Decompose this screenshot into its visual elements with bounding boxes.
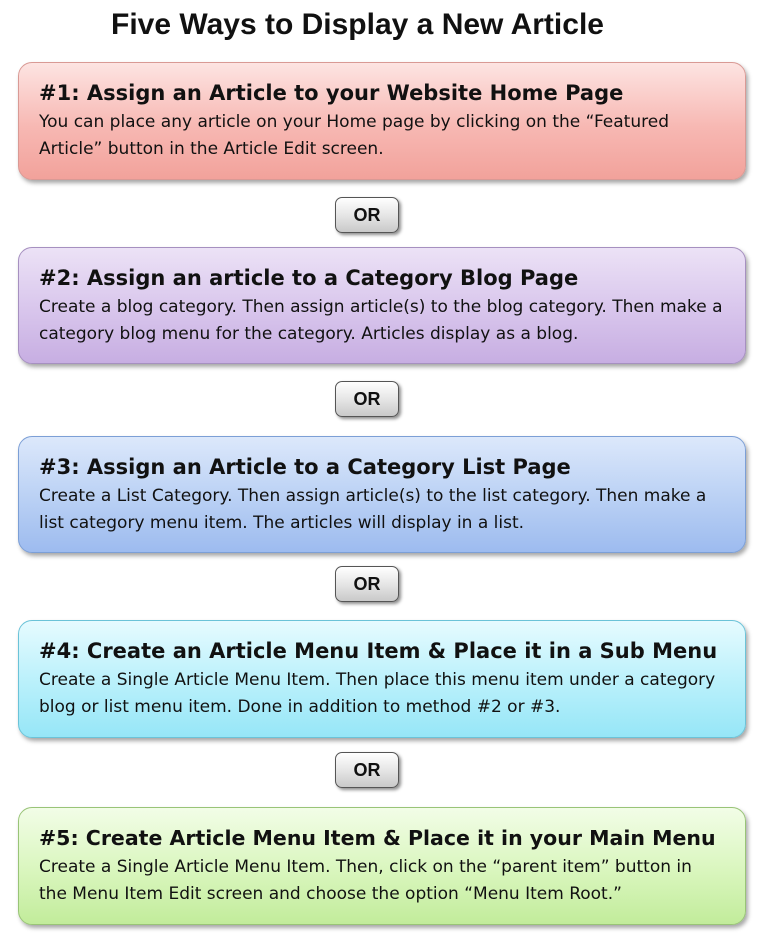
or-separator-2: OR — [335, 381, 399, 417]
or-separator-1: OR — [335, 197, 399, 233]
or-separator-3: OR — [335, 566, 399, 602]
method-3-description: Create a List Category. Then assign article(s) to the list category. Then make a list category menu item. The articles will display in a list. — [39, 486, 707, 533]
method-2-description: Create a blog category. Then assign article(s) to the blog category. Then make a category blog menu for the category. Articles display as a blog. — [39, 297, 723, 344]
method-1-description: You can place any article on your Home page by clicking on the “Featured Article” button in the Article Edit screen. — [39, 112, 669, 159]
method-1-box — [18, 62, 746, 180]
method-2-title: #2: Assign an article to a Category Blog Page — [39, 266, 579, 290]
method-3-box — [18, 436, 746, 553]
method-4-description: Create a Single Article Menu Item. Then place this menu item under a category blog or list menu item. Done in addition to method #2 or #3. — [39, 670, 716, 717]
method-5-box — [18, 807, 746, 925]
method-4-box — [18, 620, 746, 738]
page-title: Five Ways to Display a New Article — [111, 8, 604, 41]
method-5-description: Create a Single Article Menu Item. Then, click on the “parent item” button in the Menu Item Edit screen and choose the option “Menu Item Root.” — [39, 857, 692, 904]
method-3-title: #3: Assign an Article to a Category List Page — [39, 455, 571, 479]
method-4-title: #4: Create an Article Menu Item & Place it in a Sub Menu — [39, 639, 718, 663]
method-2-box — [18, 247, 746, 364]
or-separator-4: OR — [335, 752, 399, 788]
method-1-title: #1: Assign an Article to your Website Home Page — [39, 81, 624, 105]
method-5-title: #5: Create Article Menu Item & Place it in your Main Menu — [39, 826, 716, 850]
